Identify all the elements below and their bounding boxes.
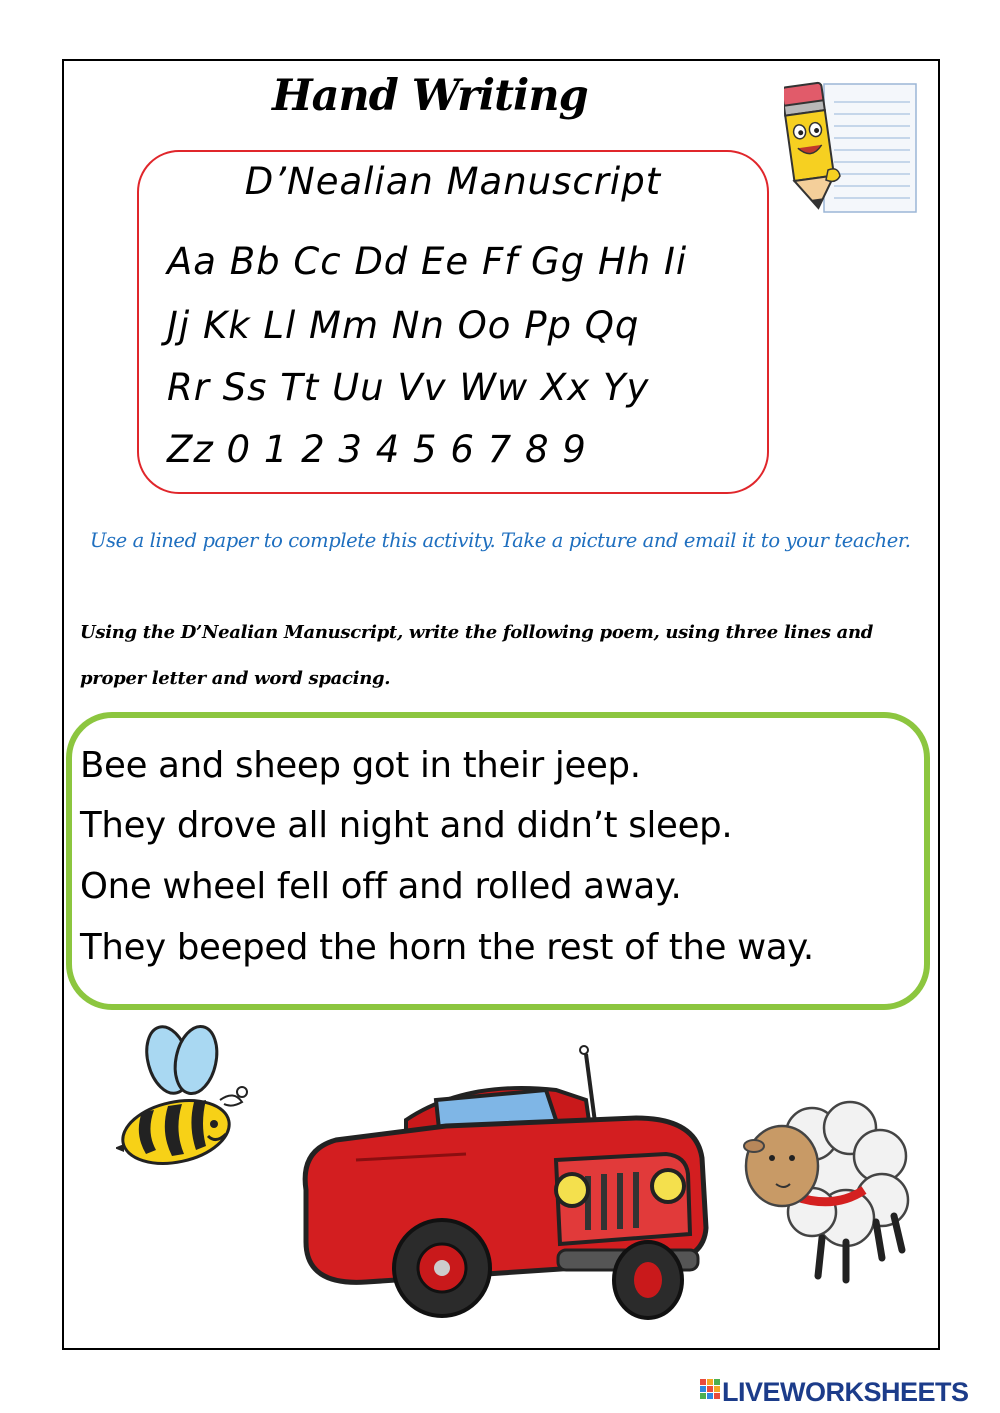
- alphabet-row: Zz 0 1 2 3 4 5 6 7 8 9: [167, 428, 587, 471]
- liveworksheets-logo-text: LIVEWORKSHEETS: [722, 1377, 969, 1407]
- alphabet-card-title: D’Nealian Manuscript: [244, 160, 662, 203]
- alphabet-row: Aa Bb Cc Dd Ee Ff Gg Hh Ii: [167, 240, 688, 283]
- activity-instruction: Use a lined paper to complete this activity. Take a picture and email it to your teacher.: [90, 529, 911, 552]
- sheep-icon: [742, 1100, 912, 1296]
- pencil-paper-icon: [784, 78, 920, 216]
- worksheet-title: Hand Writing: [272, 71, 588, 121]
- poem-line: Bee and sheep got in their jeep.: [80, 745, 641, 786]
- poem-line: They drove all night and didn’t sleep.: [80, 805, 733, 846]
- alphabet-row: Jj Kk Ll Mm Nn Oo Pp Qq: [167, 304, 640, 347]
- poem-line: One wheel fell off and rolled away.: [80, 866, 682, 907]
- liveworksheets-logo-icon: [700, 1379, 720, 1405]
- alphabet-card: [137, 150, 769, 494]
- poem-line: They beeped the horn the rest of the way.: [80, 927, 814, 968]
- bee-icon: [116, 1020, 254, 1168]
- alphabet-row: Rr Ss Tt Uu Vv Ww Xx Yy: [167, 366, 650, 409]
- jeep-icon: [296, 1040, 714, 1322]
- task-text-line: proper letter and word spacing.: [80, 668, 391, 689]
- liveworksheets-logo: [700, 1376, 996, 1408]
- task-text-line: Using the D’Nealian Manuscript, write the following poem, using three lines and: [80, 622, 874, 643]
